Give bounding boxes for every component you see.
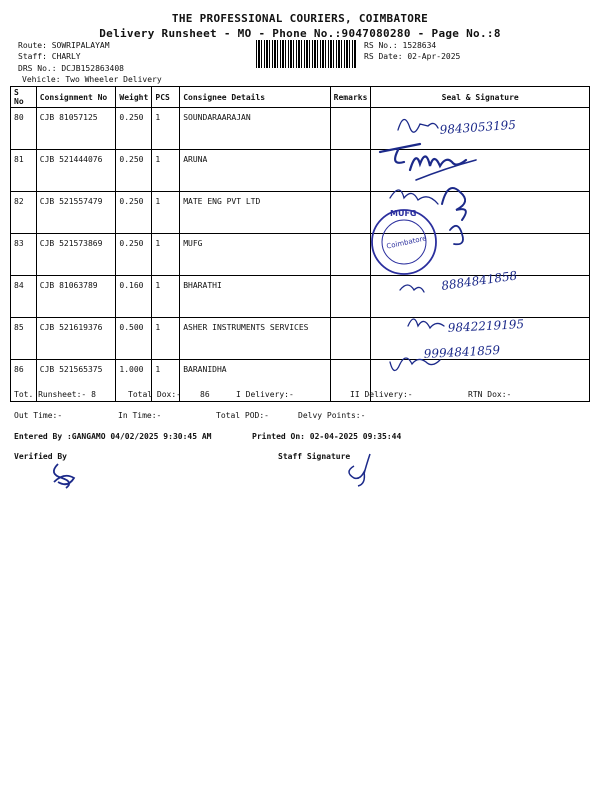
cell-consignee: MATE ENG PVT LTD <box>180 192 330 234</box>
total-runsheet: Tot. Runsheet:- 8 <box>14 390 96 399</box>
delvy-points: Delvy Points:- <box>298 411 366 420</box>
barcode <box>256 40 356 68</box>
handwritten-phone-85: 9842219195 <box>447 317 525 335</box>
total-dox-value: 86 <box>200 390 210 399</box>
signatures-overlay <box>360 100 590 390</box>
cell-consignment: CJB 521565375 <box>36 360 116 402</box>
col-remarks: Remarks <box>330 87 371 108</box>
total-pod: Total POD:- <box>216 411 269 420</box>
signature-row-80 <box>398 119 438 132</box>
entered-by: Entered By :GANGAMO 04/02/2025 9:30:45 AM <box>14 432 212 441</box>
handwritten-phone-80: 9843053195 <box>439 117 517 137</box>
cell-pcs: 1 <box>152 192 180 234</box>
col-consignee: Consignee Details <box>180 87 330 108</box>
cell-weight: 1.000 <box>116 360 152 402</box>
printed-on: Printed On: 02-04-2025 09:35:44 <box>252 432 402 441</box>
cell-consignment: CJB 521557479 <box>36 192 116 234</box>
cell-consignment: CJB 521573869 <box>36 234 116 276</box>
cell-sno: 83 <box>11 234 37 276</box>
col-pcs: PCS <box>152 87 180 108</box>
rs-number: RS No.: 1528634 <box>364 41 437 50</box>
cell-sno: 85 <box>11 318 37 360</box>
signature-row-82 <box>390 190 438 204</box>
rs-date: RS Date: 02-Apr-2025 <box>364 52 461 61</box>
staff-label: Staff: CHARLY <box>18 52 81 61</box>
total-dox-label: Total Dox:- <box>128 390 181 399</box>
cell-pcs: 1 <box>152 276 180 318</box>
cell-consignee: ASHER INSTRUMENTS SERVICES <box>180 318 330 360</box>
handwritten-phone-84: 8884841858 <box>440 268 519 293</box>
col-signature: Seal & Signature <box>371 87 590 108</box>
out-time: Out Time:- <box>14 411 63 420</box>
staff-signature-mark <box>340 450 380 488</box>
cell-pcs: 1 <box>152 318 180 360</box>
rtn-dox: RTN Dox:- <box>468 390 512 399</box>
cell-weight: 0.250 <box>116 108 152 150</box>
route-label: Route: SOWRIPALAYAM <box>18 41 110 50</box>
signature-row-85 <box>408 319 444 328</box>
cell-pcs: 1 <box>152 234 180 276</box>
cell-consignee: ARUNA <box>180 150 330 192</box>
handwritten-phone-86: 9994841859 <box>423 343 501 361</box>
drs-label: DRS No.: DCJB152863408 <box>18 64 124 73</box>
cell-sno: 80 <box>11 108 37 150</box>
cell-consignment: CJB 521444076 <box>36 150 116 192</box>
cell-pcs: 1 <box>152 108 180 150</box>
cell-consignment: CJB 521619376 <box>36 318 116 360</box>
cell-weight: 0.250 <box>116 234 152 276</box>
cell-weight: 0.160 <box>116 276 152 318</box>
cell-weight: 0.250 <box>116 192 152 234</box>
company-stamp <box>372 209 436 274</box>
vehicle-label: Vehicle: Two Wheeler Delivery <box>22 75 162 84</box>
col-consignment: Consignment No <box>36 87 116 108</box>
cell-weight: 0.250 <box>116 150 152 192</box>
svg-text:MUFG: MUFG <box>390 209 417 218</box>
cell-sno: 81 <box>11 150 37 192</box>
signature-row-84 <box>400 285 424 292</box>
cell-consignee: SOUNDARAARAJAN <box>180 108 330 150</box>
col-sno: S No <box>11 87 37 108</box>
cell-sno: 82 <box>11 192 37 234</box>
runsheet-subtitle: Delivery Runsheet - MO - Phone No.:9047080280 - Page No.:8 <box>99 27 501 40</box>
verifier-signature <box>44 458 84 492</box>
i-delivery: I Delivery:- <box>236 390 294 399</box>
cell-consignee: MUFG <box>180 234 330 276</box>
cell-consignment: CJB 81063789 <box>36 276 116 318</box>
svg-text:Coimbatore: Coimbatore <box>385 234 428 251</box>
cell-pcs: 1 <box>152 360 180 402</box>
in-time: In Time:- <box>118 411 162 420</box>
cell-weight: 0.500 <box>116 318 152 360</box>
cell-sno: 84 <box>11 276 37 318</box>
company-title: THE PROFESSIONAL COURIERS, COIMBATORE <box>171 12 429 25</box>
col-weight: Weight <box>116 87 152 108</box>
cell-sno: 86 <box>11 360 37 402</box>
ii-delivery: II Delivery:- <box>350 390 413 399</box>
cell-consignment: CJB 81057125 <box>36 108 116 150</box>
cell-consignee: BHARATHI <box>180 276 330 318</box>
cell-consignee: BARANIDHA <box>180 360 330 402</box>
cell-pcs: 1 <box>152 150 180 192</box>
verified-by: Verified By <box>14 452 67 461</box>
staff-signature-label: Staff Signature <box>278 452 351 461</box>
